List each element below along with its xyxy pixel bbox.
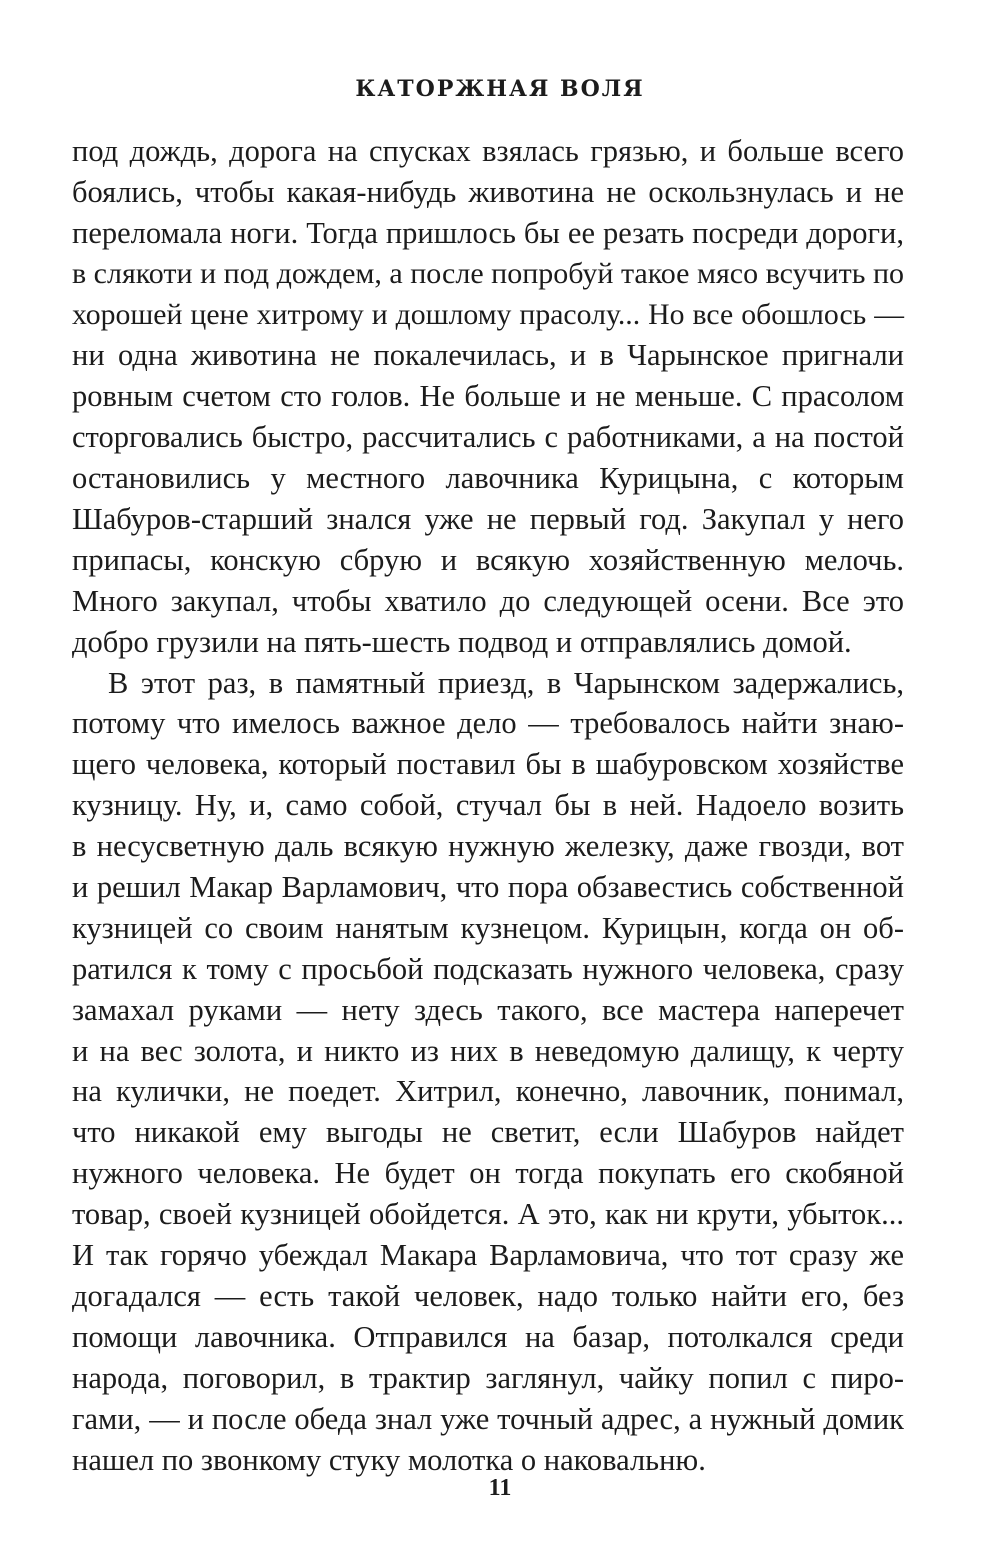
text-line: что никакой ему выгоды не светит, если Шабуров найдет bbox=[72, 1115, 904, 1150]
text-line: Много закупал, чтобы хватило до следующей осени. Все это bbox=[72, 583, 904, 618]
text-line: помощи лавочника. Отправился на базар, потолкался среди bbox=[72, 1319, 904, 1354]
text-line: кузницу. Ну, и, само собой, стучал бы в ней. Надоело возить bbox=[72, 788, 904, 823]
text-line: под дождь, дорога на спусках взялась грязью, и больше всего bbox=[72, 134, 904, 168]
text-line: ратился к тому с просьбой подсказать нужного человека, сразу bbox=[72, 951, 904, 986]
text-line: народа, поговорил, в трактир заглянул, чайку попил с пиро- bbox=[72, 1360, 904, 1395]
page-number: 11 bbox=[488, 1475, 512, 1501]
text-line: добро грузили на пять-шесть подвод и отправлялись домой. bbox=[72, 624, 852, 659]
text-line: и решил Макар Варламович, что пора обзавестись собственной bbox=[72, 870, 904, 905]
paragraph-1 bbox=[72, 131, 904, 663]
text-line: нашел по звонкому стуку молотка о наковальню. bbox=[72, 1442, 706, 1477]
text-line: потому что имелось важное дело — требовалось найти знаю- bbox=[72, 706, 904, 741]
text-line: гами, — и после обеда знал уже точный адрес, а нужный домик bbox=[72, 1401, 904, 1436]
body-text bbox=[72, 131, 904, 1480]
running-title: КАТОРЖНАЯ ВОЛЯ bbox=[355, 76, 645, 102]
text-line: В этот раз, в памятный приезд, в Чарынском задержались, bbox=[108, 665, 904, 700]
text-line: догадался — есть такой человек, надо только найти его, без bbox=[72, 1278, 904, 1313]
text-line: ни одна животина не покалечилась, и в Чарынское пригнали bbox=[72, 338, 904, 373]
text-line: И так горячо убеждал Макара Варламовича, что тот сразу же bbox=[72, 1238, 904, 1273]
text-line: нужного человека. Не будет он тогда покупать его скобяной bbox=[72, 1156, 904, 1191]
text-line: сторговались быстро, рассчитались с работниками, а на постой bbox=[72, 420, 904, 455]
text-line: ровным счетом сто голов. Не больше и не меньше. С прасолом bbox=[72, 379, 904, 414]
text-line: остановились у местного лавочника Курицына, с которым bbox=[72, 461, 904, 496]
text-line: товар, своей кузницей обойдется. А это, как ни крути, убыток... bbox=[72, 1197, 904, 1232]
text-line: боялись, чтобы какая-нибудь животина не оскользнулась и не bbox=[72, 174, 904, 209]
text-line: щего человека, который поставил бы в шабуровском хозяйстве bbox=[72, 747, 904, 782]
text-line: и на вес золота, и никто из них в неведомую далищу, к черту bbox=[72, 1033, 904, 1068]
text-line: в несусветную даль всякую нужную железку, даже гвозди, вот bbox=[72, 829, 904, 864]
text-line: на кулички, не поедет. Хитрил, конечно, лавочник, понимал, bbox=[72, 1074, 904, 1109]
text-line: припасы, конскую сбрую и всякую хозяйственную мелочь. bbox=[72, 542, 904, 577]
text-line: в слякоти и под дождем, а после попробуй такое мясо всучить по bbox=[72, 256, 904, 290]
paragraph-2 bbox=[72, 663, 904, 1481]
text-line: замахал руками — нету здесь такого, все мастера наперечет bbox=[72, 992, 904, 1027]
text-line: переломала ноги. Тогда пришлось бы ее резать посреди дороги, bbox=[72, 215, 904, 250]
text-line: хорошей цене хитрому и дошлому прасолу... Но все обошлось — bbox=[72, 297, 904, 331]
text-line: кузницей со своим нанятым кузнецом. Курицын, когда он об- bbox=[72, 910, 904, 945]
text-line: Шабуров-старший знался уже не первый год. Закупал у него bbox=[72, 502, 904, 537]
